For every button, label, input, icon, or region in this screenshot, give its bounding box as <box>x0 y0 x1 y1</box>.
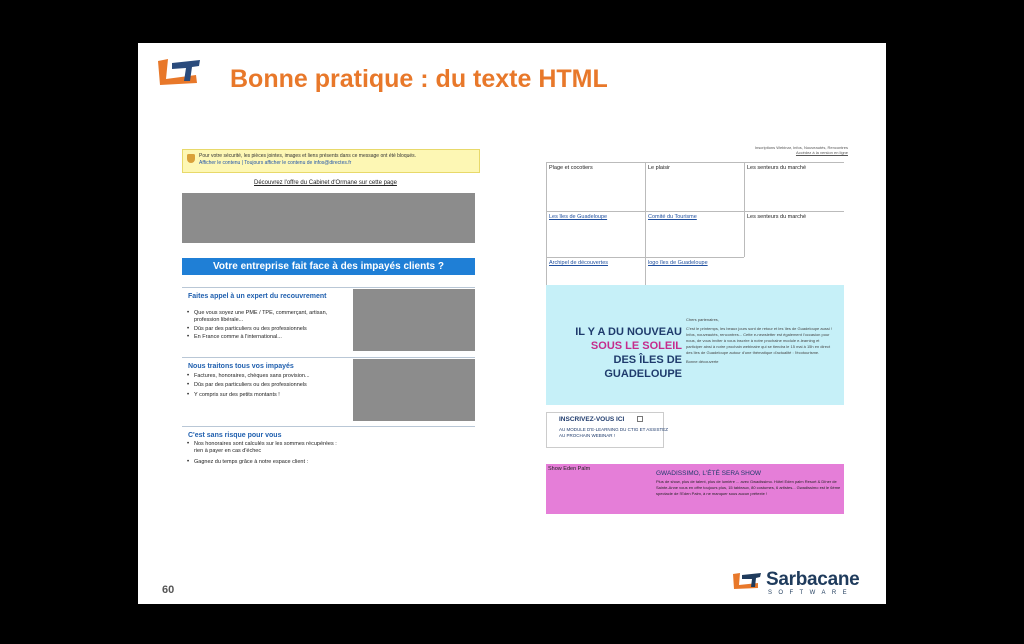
image-placeholder <box>353 359 475 421</box>
section-title: Faites appel à un expert du recouvrement <box>188 293 327 300</box>
show-title: GWADISSIMO, L'ÉTÉ SERA SHOW <box>656 470 762 477</box>
slide <box>138 43 886 604</box>
section-title: C'est sans risque pour vous <box>188 432 282 439</box>
offer-link[interactable]: Découvrez l'offre du Cabinet d'Ormane sur cette page <box>254 180 397 186</box>
grid-cell[interactable]: logo îles de Guadeloupe <box>645 257 744 285</box>
image-placeholder <box>353 289 475 351</box>
email-preview-text <box>182 149 482 479</box>
grid-cell[interactable]: Comité du Tourisme <box>645 211 744 257</box>
grid-cell[interactable]: Les îles de Guadeloupe <box>546 211 645 257</box>
signup-text: AU MODULE D'E-LEARNING DU CTIG ET ASSISTEZ AU PROCHAIN WEBINAR ! <box>559 427 669 438</box>
shield-icon <box>187 154 195 163</box>
section <box>182 357 475 423</box>
bullet-item: • Dûs par des particuliers ou des professionnels <box>194 382 344 389</box>
bullet-item: • Que vous soyez une PME / TPE, commerçant, artisan, profession libérale... <box>194 310 344 324</box>
slide-title: Bonne pratique : du texte HTML <box>230 65 608 93</box>
show-content-link[interactable]: Afficher le contenu | Toujours afficher le contenu de infos@directes.fr <box>199 160 352 166</box>
section <box>182 287 475 353</box>
section <box>182 426 475 481</box>
intro-text: Chers partenaires, C'est le printemps, les beaux jours sont de retour et les îles de Guadeloupe aussi ! Infos, nouveautés, rencontres... Cette e-newsletter est également l'occasion pour nous, de vous inviter à vous inscrire à notre prochaine module e-learning et participer ainsi à notre prochain webinaire qui se tiendra le 15 mai à 15h en direct des îles de Guadeloupe autour d'une thématique d'actualité : l'écotourisme. Bonne découverte <box>686 317 832 364</box>
grid-cell: Plage et cocotiers <box>546 162 645 211</box>
sarbacane-logo-icon <box>732 572 762 590</box>
banner-heading: Votre entreprise fait face à des impayés clients ? <box>182 258 475 275</box>
show-label: Show Eden Palm <box>548 466 591 472</box>
show-block <box>546 464 844 514</box>
security-notice-text: Pour votre sécurité, les pièces jointes, images et liens présents dans ce message ont été bloqués. <box>199 153 417 159</box>
checkbox-icon[interactable] <box>637 416 643 422</box>
brand-subtitle: SOFTWARE <box>768 590 853 596</box>
bullet-item: • Nos honoraires sont calculés sur les sommes récupérées : rien à payer en cas d'échec <box>194 441 344 455</box>
newsletter-intro <box>546 285 844 405</box>
page-number: 60 <box>162 584 175 596</box>
signup-title[interactable]: INSCRIVEZ-VOUS ICI <box>559 416 625 423</box>
grid-cell: Le plaisir <box>645 162 744 211</box>
bullet-item: • Factures, honoraires, chèques sans provision... <box>194 373 344 380</box>
email-preview-images <box>546 145 848 496</box>
show-text: Plus de show, plus de talent, plus de lumière ... avec Gwadissimo. Hôtel Eden palm Resort & Dîner de Sainte-Anne vous en offre toujours plus, 15 tableaux, 80 costumes, 6 artistes... Gwadissimo est le 6ème spectacle de l'Eden Palm, à ne manquer sous aucun prétexte ! <box>656 479 841 496</box>
signup-block[interactable] <box>546 412 669 448</box>
bullet-item: • Y compris sur des petits montants ! <box>194 392 344 399</box>
online-version-link[interactable]: Accédez à la version en ligne <box>795 150 848 155</box>
grid-cell: Les senteurs du marché <box>744 162 844 211</box>
company-logo-icon <box>156 57 202 85</box>
grid-cell[interactable]: Archipel de découvertes <box>546 257 645 285</box>
bullet-item: • En France comme à l'international... <box>194 334 344 341</box>
headline: IL Y A DU NOUVEAU SOUS LE SOLEIL DES ÎLES DE GUADELOUPE <box>575 326 682 380</box>
brand-name: Sarbacane <box>766 569 860 590</box>
image-placeholder <box>182 193 475 243</box>
sarbacane-brand <box>732 569 878 599</box>
header-links: Inscriptions Webinar, Infos, Nouveautés, Rencontres <box>754 145 848 150</box>
security-notice <box>182 149 480 173</box>
grid-cell: Les senteurs du marché <box>744 211 844 257</box>
bullet-item: • Gagnez du temps grâce à notre espace client : <box>194 459 344 466</box>
bullet-item: • Dûs par des particuliers ou des professionnels <box>194 326 344 333</box>
section-title: Nous traitons tous vos impayés <box>188 363 294 370</box>
